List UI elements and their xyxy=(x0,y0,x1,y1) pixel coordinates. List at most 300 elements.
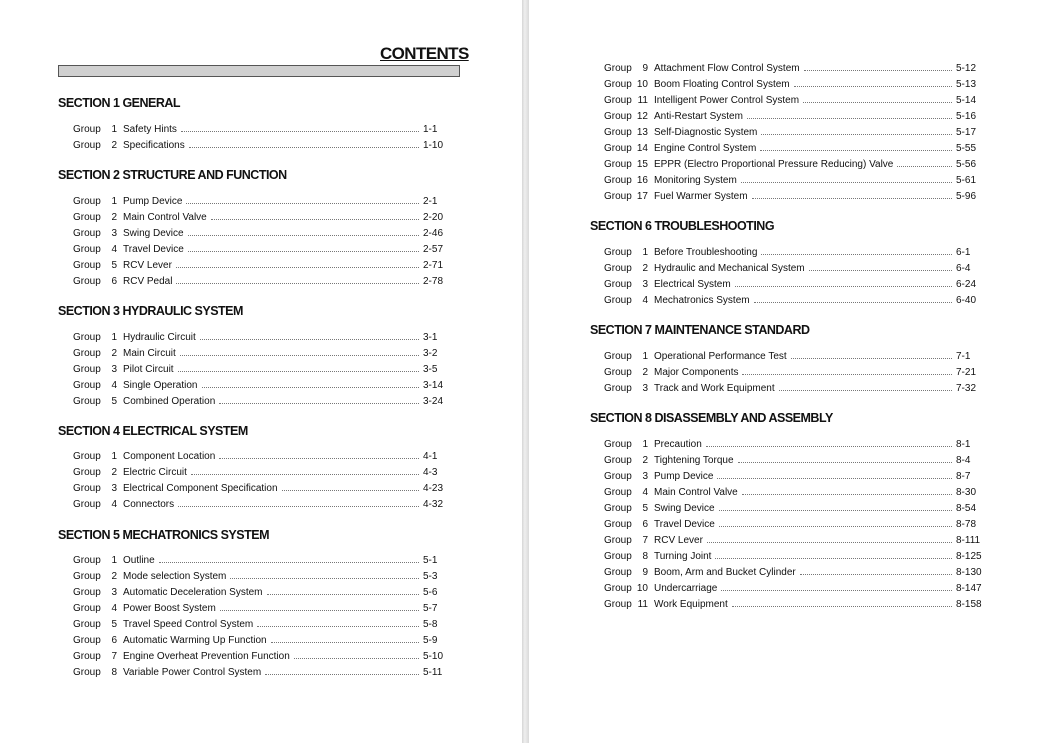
toc-entry[interactable] xyxy=(604,124,984,140)
entry-title: Intelligent Power Control System xyxy=(654,94,800,106)
entry-title: Fuel Warmer System xyxy=(654,190,748,202)
section-heading: SECTION 7 MAINTENANCE STANDARD xyxy=(590,323,810,337)
entry-title: Electric Circuit xyxy=(123,466,187,478)
group-number: 3 xyxy=(642,470,648,482)
group-label: Group xyxy=(73,602,101,614)
toc-entry[interactable] xyxy=(604,596,984,612)
group-number: 4 xyxy=(111,243,117,255)
group-number: 6 xyxy=(642,518,648,530)
group-number: 3 xyxy=(111,482,117,494)
group-number: 9 xyxy=(642,62,648,74)
section-heading: SECTION 5 MECHATRONICS SYSTEM xyxy=(58,528,269,542)
group-label: Group xyxy=(73,450,101,462)
group-number: 4 xyxy=(642,486,648,498)
page-number: 2-71 xyxy=(423,259,444,271)
page-number: 2-78 xyxy=(423,275,444,287)
group-number: 2 xyxy=(111,139,117,151)
dot-leader xyxy=(800,574,952,575)
page-number: 8-111 xyxy=(956,534,981,546)
group-label: Group xyxy=(604,158,632,170)
group-label: Group xyxy=(604,174,632,186)
group-label: Group xyxy=(604,534,632,546)
page-number: 5-96 xyxy=(956,190,977,202)
group-label: Group xyxy=(73,331,101,343)
page-number: 8-4 xyxy=(956,454,971,466)
group-number: 8 xyxy=(111,666,117,678)
dot-leader xyxy=(200,339,419,340)
page-number: 5-16 xyxy=(956,110,977,122)
group-number: 1 xyxy=(111,195,117,207)
entry-title: RCV Lever xyxy=(123,259,172,271)
group-number: 17 xyxy=(636,190,648,202)
entry-title: Major Components xyxy=(654,366,739,378)
group-label: Group xyxy=(604,142,632,154)
group-label: Group xyxy=(73,466,101,478)
toc-entry[interactable] xyxy=(73,600,451,616)
entry-title: Main Control Valve xyxy=(123,211,207,223)
dot-leader xyxy=(176,283,419,284)
group-number: 2 xyxy=(111,466,117,478)
group-label: Group xyxy=(73,634,101,646)
dot-leader xyxy=(219,403,419,404)
toc-entry[interactable] xyxy=(604,468,984,484)
entry-title: Swing Device xyxy=(123,227,184,239)
dot-leader xyxy=(804,70,952,71)
toc-entry[interactable] xyxy=(604,172,984,188)
entry-title: Electrical Component Specification xyxy=(123,482,278,494)
page-number: 8-158 xyxy=(956,598,982,610)
dot-leader xyxy=(719,510,952,511)
toc-entry[interactable] xyxy=(604,276,984,292)
entry-title: Pilot Circuit xyxy=(123,363,174,375)
entry-title: Pump Device xyxy=(123,195,183,207)
toc-entry[interactable] xyxy=(73,393,451,409)
group-number: 16 xyxy=(636,174,648,186)
dot-leader xyxy=(719,526,952,527)
group-number: 3 xyxy=(111,586,117,598)
group-label: Group xyxy=(73,259,101,271)
section-heading: SECTION 8 DISASSEMBLY AND ASSEMBLY xyxy=(590,411,833,425)
page-number: 2-1 xyxy=(423,195,438,207)
entry-title: EPPR (Electro Proportional Pressure Reducing) Valve xyxy=(654,158,894,170)
entry-title: Boom, Arm and Bucket Cylinder xyxy=(654,566,796,578)
toc-entry[interactable] xyxy=(73,664,451,680)
page-number: 4-32 xyxy=(423,498,444,510)
group-number: 1 xyxy=(111,450,117,462)
group-label: Group xyxy=(604,518,632,530)
page-number: 4-3 xyxy=(423,466,438,478)
group-number: 4 xyxy=(111,602,117,614)
title-bar xyxy=(58,65,460,77)
toc-entry[interactable] xyxy=(604,60,984,76)
toc-entry[interactable] xyxy=(73,480,451,496)
dot-leader xyxy=(761,254,952,255)
group-number: 6 xyxy=(111,275,117,287)
toc-entry[interactable] xyxy=(73,552,451,568)
left-page xyxy=(0,0,522,743)
page-number: 2-20 xyxy=(423,211,444,223)
group-number: 2 xyxy=(111,211,117,223)
dot-leader xyxy=(188,251,419,252)
group-label: Group xyxy=(604,78,632,90)
group-label: Group xyxy=(604,502,632,514)
dot-leader xyxy=(186,203,419,204)
group-number: 12 xyxy=(636,110,648,122)
group-label: Group xyxy=(73,395,101,407)
entry-title: Hydraulic and Mechanical System xyxy=(654,262,805,274)
group-number: 5 xyxy=(111,259,117,271)
toc-entry[interactable] xyxy=(604,364,984,380)
entry-title: Turning Joint xyxy=(654,550,712,562)
toc-entry[interactable] xyxy=(73,361,451,377)
group-label: Group xyxy=(604,110,632,122)
page-number: 5-55 xyxy=(956,142,977,154)
group-label: Group xyxy=(73,243,101,255)
group-number: 14 xyxy=(636,142,648,154)
group-number: 13 xyxy=(636,126,648,138)
page-number: 3-14 xyxy=(423,379,444,391)
group-label: Group xyxy=(604,126,632,138)
toc-entry[interactable] xyxy=(604,484,984,500)
dot-leader xyxy=(271,642,419,643)
entry-title: Operational Performance Test xyxy=(654,350,787,362)
page-number: 1-10 xyxy=(423,139,444,151)
dot-leader xyxy=(717,478,952,479)
toc-entry[interactable] xyxy=(73,377,451,393)
page-number: 3-24 xyxy=(423,395,444,407)
group-number: 2 xyxy=(111,570,117,582)
group-number: 1 xyxy=(642,438,648,450)
page-number: 2-57 xyxy=(423,243,444,255)
group-number: 3 xyxy=(642,382,648,394)
dot-leader xyxy=(282,490,419,491)
section-heading: SECTION 6 TROUBLESHOOTING xyxy=(590,219,775,233)
group-label: Group xyxy=(604,190,632,202)
toc-entry[interactable] xyxy=(73,193,451,209)
entry-title: Engine Overheat Prevention Function xyxy=(123,650,290,662)
toc-entry[interactable] xyxy=(604,108,984,124)
toc-entry[interactable] xyxy=(73,241,451,257)
section-heading: SECTION 3 HYDRAULIC SYSTEM xyxy=(58,304,243,318)
group-number: 1 xyxy=(111,331,117,343)
group-label: Group xyxy=(604,486,632,498)
dot-leader xyxy=(738,462,952,463)
toc-entry[interactable] xyxy=(604,500,984,516)
toc-entry[interactable] xyxy=(73,225,451,241)
toc-entry[interactable] xyxy=(604,436,984,452)
toc-entry[interactable] xyxy=(604,516,984,532)
dot-leader xyxy=(178,506,419,507)
entry-title: Precaution xyxy=(654,438,702,450)
entry-title: Track and Work Equipment xyxy=(654,382,775,394)
dot-leader xyxy=(809,270,952,271)
group-label: Group xyxy=(73,139,101,151)
page-number: 5-7 xyxy=(423,602,438,614)
right-page xyxy=(529,0,1053,743)
group-number: 2 xyxy=(642,262,648,274)
entry-title: RCV Lever xyxy=(654,534,703,546)
entry-title: Pump Device xyxy=(654,470,714,482)
group-number: 6 xyxy=(111,634,117,646)
toc-entry[interactable] xyxy=(73,257,451,273)
page-number: 5-10 xyxy=(423,650,444,662)
dot-leader xyxy=(180,355,419,356)
group-number: 15 xyxy=(636,158,648,170)
dot-leader xyxy=(219,458,419,459)
group-number: 10 xyxy=(636,582,648,594)
dot-leader xyxy=(754,302,952,303)
group-number: 1 xyxy=(111,123,117,135)
toc-entry[interactable] xyxy=(73,464,451,480)
entry-title: Automatic Warming Up Function xyxy=(123,634,267,646)
toc-entry[interactable] xyxy=(604,156,984,172)
group-label: Group xyxy=(73,482,101,494)
toc-entry[interactable] xyxy=(73,273,451,289)
toc-entry[interactable] xyxy=(604,348,984,364)
toc-entry[interactable] xyxy=(73,568,451,584)
dot-leader xyxy=(732,606,952,607)
entry-title: Automatic Deceleration System xyxy=(123,586,263,598)
dot-leader xyxy=(707,542,952,543)
entry-title: Outline xyxy=(123,554,155,566)
group-label: Group xyxy=(604,350,632,362)
group-label: Group xyxy=(73,195,101,207)
group-label: Group xyxy=(73,347,101,359)
group-label: Group xyxy=(604,278,632,290)
entry-title: Electrical System xyxy=(654,278,731,290)
group-label: Group xyxy=(73,123,101,135)
toc-entry[interactable] xyxy=(604,580,984,596)
toc-entry[interactable] xyxy=(73,448,451,464)
dot-leader xyxy=(791,358,952,359)
entry-title: Self-Diagnostic System xyxy=(654,126,758,138)
toc-entry[interactable] xyxy=(73,137,451,153)
toc-entry[interactable] xyxy=(604,260,984,276)
group-number: 3 xyxy=(111,227,117,239)
page-number: 8-54 xyxy=(956,502,977,514)
toc-entry[interactable] xyxy=(604,292,984,308)
page-number: 5-12 xyxy=(956,62,977,74)
page-number: 8-125 xyxy=(956,550,982,562)
group-number: 4 xyxy=(111,498,117,510)
group-label: Group xyxy=(73,586,101,598)
page-number: 5-61 xyxy=(956,174,977,186)
entry-title: Connectors xyxy=(123,498,175,510)
toc-entry[interactable] xyxy=(73,648,451,664)
page-number: 5-8 xyxy=(423,618,438,630)
dot-leader xyxy=(294,658,419,659)
group-label: Group xyxy=(73,211,101,223)
page-number: 7-1 xyxy=(956,350,971,362)
dot-leader xyxy=(721,590,952,591)
toc-entry[interactable] xyxy=(604,92,984,108)
group-number: 11 xyxy=(637,94,648,106)
group-number: 4 xyxy=(111,379,117,391)
toc-entry[interactable] xyxy=(73,632,451,648)
group-label: Group xyxy=(73,275,101,287)
page-number: 3-5 xyxy=(423,363,438,375)
dot-leader xyxy=(706,446,952,447)
entry-title: Undercarriage xyxy=(654,582,718,594)
entry-title: Anti-Restart System xyxy=(654,110,743,122)
entry-title: Component Location xyxy=(123,450,216,462)
dot-leader xyxy=(176,267,419,268)
entry-title: Attachment Flow Control System xyxy=(654,62,800,74)
group-number: 7 xyxy=(642,534,648,546)
group-label: Group xyxy=(604,598,632,610)
entry-title: Swing Device xyxy=(654,502,715,514)
group-label: Group xyxy=(604,566,632,578)
group-number: 2 xyxy=(642,366,648,378)
dot-leader xyxy=(181,131,419,132)
toc-entry[interactable] xyxy=(73,329,451,345)
group-label: Group xyxy=(604,294,632,306)
page-number: 5-13 xyxy=(956,78,977,90)
section-heading: SECTION 2 STRUCTURE AND FUNCTION xyxy=(58,168,287,182)
page-number: 8-147 xyxy=(956,582,982,594)
group-number: 2 xyxy=(642,454,648,466)
group-label: Group xyxy=(604,438,632,450)
group-label: Group xyxy=(604,382,632,394)
group-number: 3 xyxy=(111,363,117,375)
toc-entry[interactable] xyxy=(73,121,451,137)
page-number: 5-17 xyxy=(956,126,977,138)
dot-leader xyxy=(752,198,952,199)
entry-title: Travel Speed Control System xyxy=(123,618,254,630)
entry-title: Combined Operation xyxy=(123,395,216,407)
group-number: 8 xyxy=(642,550,648,562)
toc-entry[interactable] xyxy=(604,76,984,92)
group-number: 1 xyxy=(111,554,117,566)
entry-title: Before Troubleshooting xyxy=(654,246,758,258)
group-label: Group xyxy=(604,94,632,106)
page-number: 6-1 xyxy=(956,246,971,258)
page-number: 5-3 xyxy=(423,570,438,582)
dot-leader xyxy=(220,610,419,611)
page-number: 6-40 xyxy=(956,294,977,306)
page-number: 1-1 xyxy=(423,123,438,135)
group-label: Group xyxy=(604,582,632,594)
dot-leader xyxy=(230,578,419,579)
page-number: 8-30 xyxy=(956,486,977,498)
group-label: Group xyxy=(73,666,101,678)
group-label: Group xyxy=(73,227,101,239)
page-number: 2-46 xyxy=(423,227,444,239)
group-label: Group xyxy=(604,470,632,482)
group-number: 1 xyxy=(642,350,648,362)
page-number: 4-23 xyxy=(423,482,444,494)
dot-leader xyxy=(715,558,952,559)
page-number: 8-78 xyxy=(956,518,977,530)
dot-leader xyxy=(742,374,952,375)
dot-leader xyxy=(178,371,419,372)
entry-title: RCV Pedal xyxy=(123,275,173,287)
toc-entry[interactable] xyxy=(73,209,451,225)
dot-leader xyxy=(265,674,419,675)
entry-title: Mechatronics System xyxy=(654,294,750,306)
dot-leader xyxy=(202,387,420,388)
entry-title: Tightening Torque xyxy=(654,454,734,466)
dot-leader xyxy=(897,166,952,167)
dot-leader xyxy=(761,134,952,135)
toc-entry[interactable] xyxy=(73,584,451,600)
dot-leader xyxy=(741,182,952,183)
page-number: 4-1 xyxy=(423,450,438,462)
group-number: 9 xyxy=(642,566,648,578)
dot-leader xyxy=(159,562,419,563)
group-number: 4 xyxy=(642,294,648,306)
group-label: Group xyxy=(73,498,101,510)
toc-entry[interactable] xyxy=(73,496,451,512)
group-label: Group xyxy=(73,650,101,662)
group-number: 11 xyxy=(637,598,648,610)
group-label: Group xyxy=(73,618,101,630)
toc-entry[interactable] xyxy=(604,380,984,396)
toc-entry[interactable] xyxy=(604,452,984,468)
group-label: Group xyxy=(73,379,101,391)
entry-title: Power Boost System xyxy=(123,602,216,614)
toc-entry[interactable] xyxy=(604,188,984,204)
toc-entry[interactable] xyxy=(604,564,984,580)
group-number: 5 xyxy=(642,502,648,514)
entry-title: Travel Device xyxy=(654,518,715,530)
group-label: Group xyxy=(73,554,101,566)
page-number: 5-11 xyxy=(423,666,443,678)
toc-entry[interactable] xyxy=(604,140,984,156)
group-label: Group xyxy=(604,262,632,274)
page-number: 5-14 xyxy=(956,94,977,106)
group-number: 1 xyxy=(642,246,648,258)
entry-title: Work Equipment xyxy=(654,598,728,610)
page-number: 6-4 xyxy=(956,262,971,274)
group-label: Group xyxy=(604,454,632,466)
page-number: 5-9 xyxy=(423,634,438,646)
group-label: Group xyxy=(604,550,632,562)
toc-entry[interactable] xyxy=(604,548,984,564)
dot-leader xyxy=(803,102,952,103)
entry-title: Variable Power Control System xyxy=(123,666,262,678)
page-number: 5-1 xyxy=(423,554,438,566)
group-number: 2 xyxy=(111,347,117,359)
toc-entry[interactable] xyxy=(604,532,984,548)
dot-leader xyxy=(191,474,419,475)
page-number: 8-130 xyxy=(956,566,982,578)
entry-title: Main Circuit xyxy=(123,347,176,359)
toc-entry[interactable] xyxy=(73,345,451,361)
contents-title: CONTENTS xyxy=(380,44,469,63)
page-number: 5-6 xyxy=(423,586,438,598)
entry-title: Single Operation xyxy=(123,379,198,391)
page-number: 8-7 xyxy=(956,470,971,482)
toc-entry[interactable] xyxy=(73,616,451,632)
dot-leader xyxy=(742,494,952,495)
dot-leader xyxy=(189,147,419,148)
page-number: 3-2 xyxy=(423,347,438,359)
dot-leader xyxy=(794,86,952,87)
page-number: 5-56 xyxy=(956,158,977,170)
group-label: Group xyxy=(73,570,101,582)
section-heading: SECTION 1 GENERAL xyxy=(58,96,181,110)
dot-leader xyxy=(267,594,419,595)
group-label: Group xyxy=(604,246,632,258)
group-number: 5 xyxy=(111,395,117,407)
page-number: 7-21 xyxy=(956,366,977,378)
entry-title: Safety Hints xyxy=(123,123,177,135)
toc-entry[interactable] xyxy=(604,244,984,260)
entry-title: Engine Control System xyxy=(654,142,757,154)
group-number: 7 xyxy=(111,650,117,662)
group-label: Group xyxy=(604,62,632,74)
